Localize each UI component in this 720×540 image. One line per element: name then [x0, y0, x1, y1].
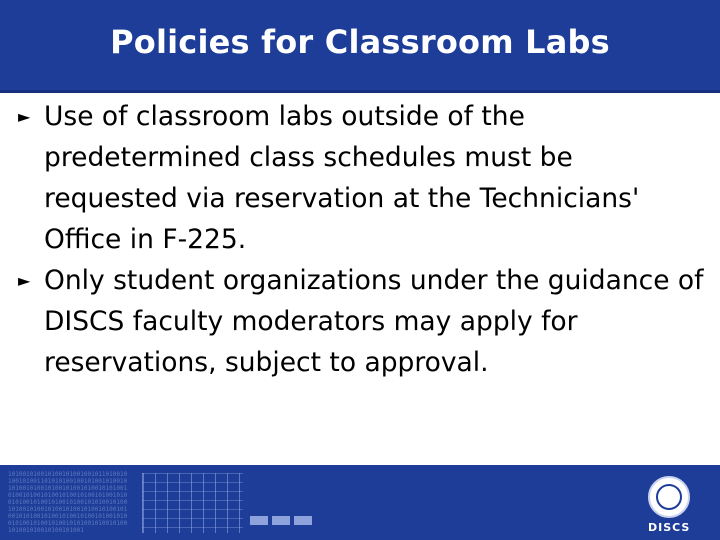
discs-seal-icon [648, 476, 690, 518]
block-shape [272, 516, 290, 525]
bullet-text: Use of classroom labs outside of the predetermined class schedules must be requested via reservation at the Technicians' Office in F-225. [44, 101, 640, 255]
block-shape [294, 516, 312, 525]
block-decoration [250, 516, 312, 525]
title-bar [0, 0, 720, 93]
footer-band [0, 465, 720, 540]
triangle-bullet-icon: ► [18, 271, 31, 290]
bullet-text: Only student organizations under the guidance of DISCS faculty moderators may apply for reservations, subject to approval. [44, 265, 704, 378]
bullet-item [18, 260, 708, 383]
slide-content [18, 96, 708, 383]
slide-title: Policies for Classroom Labs [110, 23, 610, 61]
logo-text: DISCS [648, 521, 691, 534]
binary-pattern-decoration: 101001010010100101001001011010010100101001101010100100101001010010101001010010100101001010010101001010010100101001010010100101001010010100101001010010100101010010100101001010010100101001010010100101001010100101001010010100101001010010100101001010010101001010010100101001010010100101001 [8, 471, 128, 534]
block-shape [250, 516, 268, 525]
seal-emblem [656, 484, 682, 510]
bullet-item [18, 96, 708, 260]
triangle-bullet-icon: ► [18, 107, 31, 126]
grid-decoration [142, 473, 243, 533]
